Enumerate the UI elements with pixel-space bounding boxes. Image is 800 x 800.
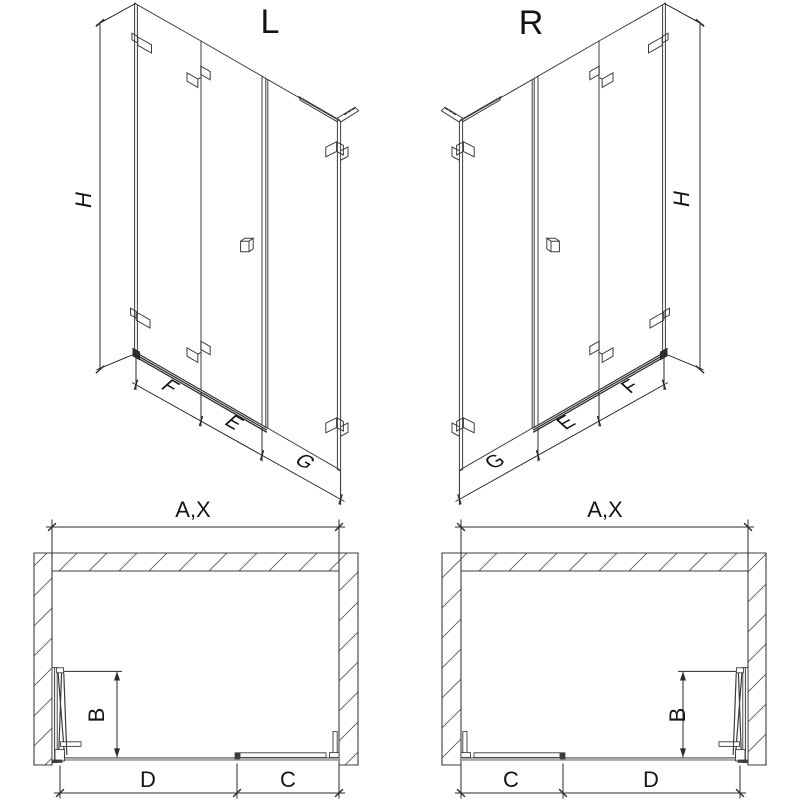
dim-label-b-left-plan: B: [84, 707, 109, 723]
dim-label-g-left: G: [289, 449, 321, 474]
perspective-view-right: [441, 3, 703, 505]
dim-label-height-right: H: [669, 191, 694, 207]
perspective-view-left: [71, 3, 359, 505]
dim-label-c-right-plan: C: [503, 767, 519, 792]
wall-section-right-plan: [442, 553, 766, 765]
dim-label-c-left-plan: C: [280, 767, 296, 792]
dim-label-width-left-plan: A,X: [175, 497, 211, 522]
variant-label-right: R: [518, 4, 544, 42]
dim-label-e-left: E: [219, 411, 249, 434]
dim-label-width-right-plan: A,X: [587, 497, 623, 522]
wall-section-left-plan: [34, 553, 358, 765]
dim-label-height-left: H: [71, 192, 96, 208]
dim-label-f-left: F: [155, 375, 185, 398]
dim-label-d-left-plan: D: [140, 767, 156, 792]
dim-label-d-right-plan: D: [643, 767, 659, 792]
dim-label-b-right-plan: B: [665, 707, 690, 723]
variant-label-left: L: [260, 3, 280, 41]
plan-view-right: [442, 497, 766, 799]
plan-view-left: [34, 497, 358, 799]
dim-label-e-right: E: [551, 411, 581, 434]
dim-label-g-right: G: [479, 449, 511, 474]
dim-label-f-right: F: [615, 375, 645, 398]
